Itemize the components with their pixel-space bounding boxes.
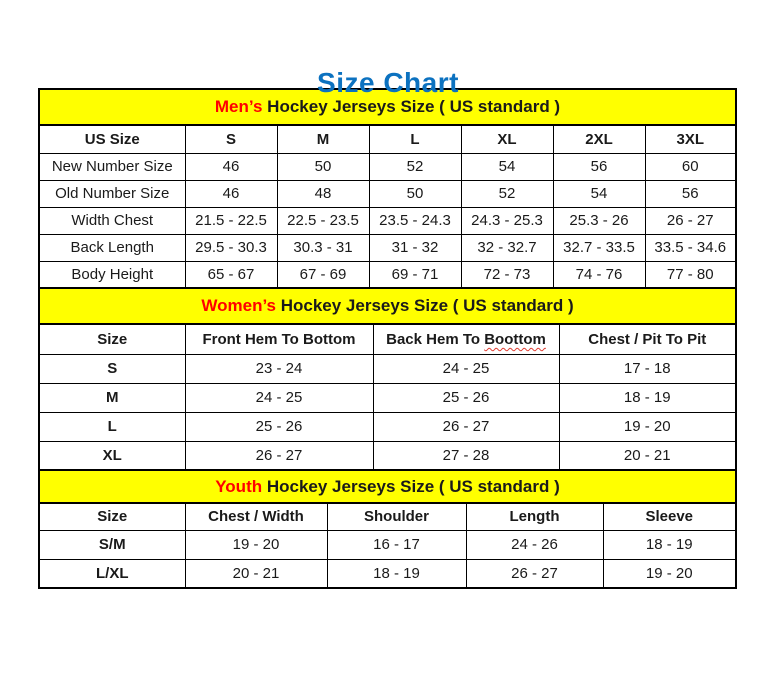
women-cell: 27 - 28 — [373, 441, 559, 470]
men-cell: 25.3 - 26 — [553, 207, 645, 234]
women-cell: 26 - 27 — [185, 441, 373, 470]
youth-cell: 19 - 20 — [603, 559, 736, 588]
youth-cell: 16 - 17 — [327, 530, 466, 559]
youth-cell: 18 - 19 — [603, 530, 736, 559]
men-row-label: New Number Size — [39, 153, 185, 180]
men-col-header: XL — [461, 125, 553, 153]
youth-heading-row — [39, 470, 736, 503]
women-row-label: XL — [39, 441, 185, 470]
men-cell: 26 - 27 — [645, 207, 736, 234]
men-cell: 22.5 - 23.5 — [277, 207, 369, 234]
men-cell: 65 - 67 — [185, 261, 277, 288]
youth-cell: 24 - 26 — [466, 530, 603, 559]
youth-col-header: Length — [466, 503, 603, 530]
women-cell: 24 - 25 — [373, 354, 559, 383]
size-chart-tables — [38, 88, 735, 589]
men-col-header: US Size — [39, 125, 185, 153]
men-row-label: Old Number Size — [39, 180, 185, 207]
men-cell: 30.3 - 31 — [277, 234, 369, 261]
women-row-label: L — [39, 412, 185, 441]
women-col-header: Chest / Pit To Pit — [559, 324, 736, 354]
women-col-header: Front Hem To Bottom — [185, 324, 373, 354]
youth-col-header: Chest / Width — [185, 503, 327, 530]
men-col-header: 3XL — [645, 125, 736, 153]
women-cell: 18 - 19 — [559, 383, 736, 412]
women-heading-rest: Hockey Jerseys Size ( US standard ) — [280, 296, 574, 315]
table-row — [39, 412, 736, 441]
youth-heading-rest: Hockey Jerseys Size ( US standard ) — [266, 476, 560, 496]
table-row — [39, 234, 736, 261]
men-cell: 60 — [645, 153, 736, 180]
women-row-label: S — [39, 354, 185, 383]
women-size-table — [38, 287, 737, 471]
men-cell: 77 - 80 — [645, 261, 736, 288]
men-row-label: Body Height — [39, 261, 185, 288]
women-cell: 25 - 26 — [185, 412, 373, 441]
women-col-back-misspelled: Boottom — [484, 330, 546, 348]
men-cell: 46 — [185, 180, 277, 207]
women-col-header: Size — [39, 324, 185, 354]
men-cell: 24.3 - 25.3 — [461, 207, 553, 234]
men-cell: 33.5 - 34.6 — [645, 234, 736, 261]
women-cell: 26 - 27 — [373, 412, 559, 441]
youth-heading-highlight: Youth — [215, 476, 263, 496]
women-cell: 23 - 24 — [185, 354, 373, 383]
youth-col-header: Size — [39, 503, 185, 530]
youth-cell: 19 - 20 — [185, 530, 327, 559]
youth-col-header: Shoulder — [327, 503, 466, 530]
men-heading-rest: Hockey Jerseys Size ( US standard ) — [267, 97, 561, 116]
youth-size-table — [38, 469, 737, 589]
men-col-header: 2XL — [553, 125, 645, 153]
men-cell: 32.7 - 33.5 — [553, 234, 645, 261]
women-heading-highlight: Women’s — [201, 296, 276, 315]
men-cell: 29.5 - 30.3 — [185, 234, 277, 261]
women-cell: 25 - 26 — [373, 383, 559, 412]
men-cell: 31 - 32 — [369, 234, 461, 261]
youth-section-heading — [39, 470, 736, 503]
men-cell: 74 - 76 — [553, 261, 645, 288]
women-heading-row — [39, 288, 736, 324]
men-header-row — [39, 125, 736, 153]
men-cell: 50 — [277, 153, 369, 180]
youth-cell: 20 - 21 — [185, 559, 327, 588]
women-cell: 17 - 18 — [559, 354, 736, 383]
youth-header-row — [39, 503, 736, 530]
men-col-header: S — [185, 125, 277, 153]
table-row — [39, 559, 736, 588]
women-cell: 24 - 25 — [185, 383, 373, 412]
women-row-label: M — [39, 383, 185, 412]
table-row — [39, 153, 736, 180]
men-size-table — [38, 88, 737, 289]
men-cell: 72 - 73 — [461, 261, 553, 288]
youth-col-header: Sleeve — [603, 503, 736, 530]
table-row — [39, 180, 736, 207]
women-col-back-prefix: Back Hem To — [386, 330, 481, 348]
women-cell: 20 - 21 — [559, 441, 736, 470]
men-row-label: Back Length — [39, 234, 185, 261]
youth-cell: 18 - 19 — [327, 559, 466, 588]
men-cell: 48 — [277, 180, 369, 207]
men-cell: 46 — [185, 153, 277, 180]
men-heading-highlight: Men’s — [214, 97, 263, 116]
men-col-header: L — [369, 125, 461, 153]
women-section-heading — [39, 288, 736, 324]
men-cell: 21.5 - 22.5 — [185, 207, 277, 234]
men-cell: 56 — [553, 153, 645, 180]
women-col-header — [373, 324, 559, 354]
men-cell: 32 - 32.7 — [461, 234, 553, 261]
table-row — [39, 261, 736, 288]
men-col-header: M — [277, 125, 369, 153]
men-cell: 50 — [369, 180, 461, 207]
men-cell: 52 — [369, 153, 461, 180]
table-row — [39, 441, 736, 470]
men-cell: 67 - 69 — [277, 261, 369, 288]
men-cell: 52 — [461, 180, 553, 207]
table-row — [39, 383, 736, 412]
table-row — [39, 207, 736, 234]
youth-row-label: S/M — [39, 530, 185, 559]
table-row — [39, 354, 736, 383]
women-cell: 19 - 20 — [559, 412, 736, 441]
men-cell: 69 - 71 — [369, 261, 461, 288]
women-header-row — [39, 324, 736, 354]
table-row — [39, 530, 736, 559]
men-cell: 23.5 - 24.3 — [369, 207, 461, 234]
men-row-label: Width Chest — [39, 207, 185, 234]
men-cell: 54 — [461, 153, 553, 180]
youth-cell: 26 - 27 — [466, 559, 603, 588]
men-cell: 56 — [645, 180, 736, 207]
youth-row-label: L/XL — [39, 559, 185, 588]
page-title: Size Chart — [317, 67, 459, 98]
men-cell: 54 — [553, 180, 645, 207]
